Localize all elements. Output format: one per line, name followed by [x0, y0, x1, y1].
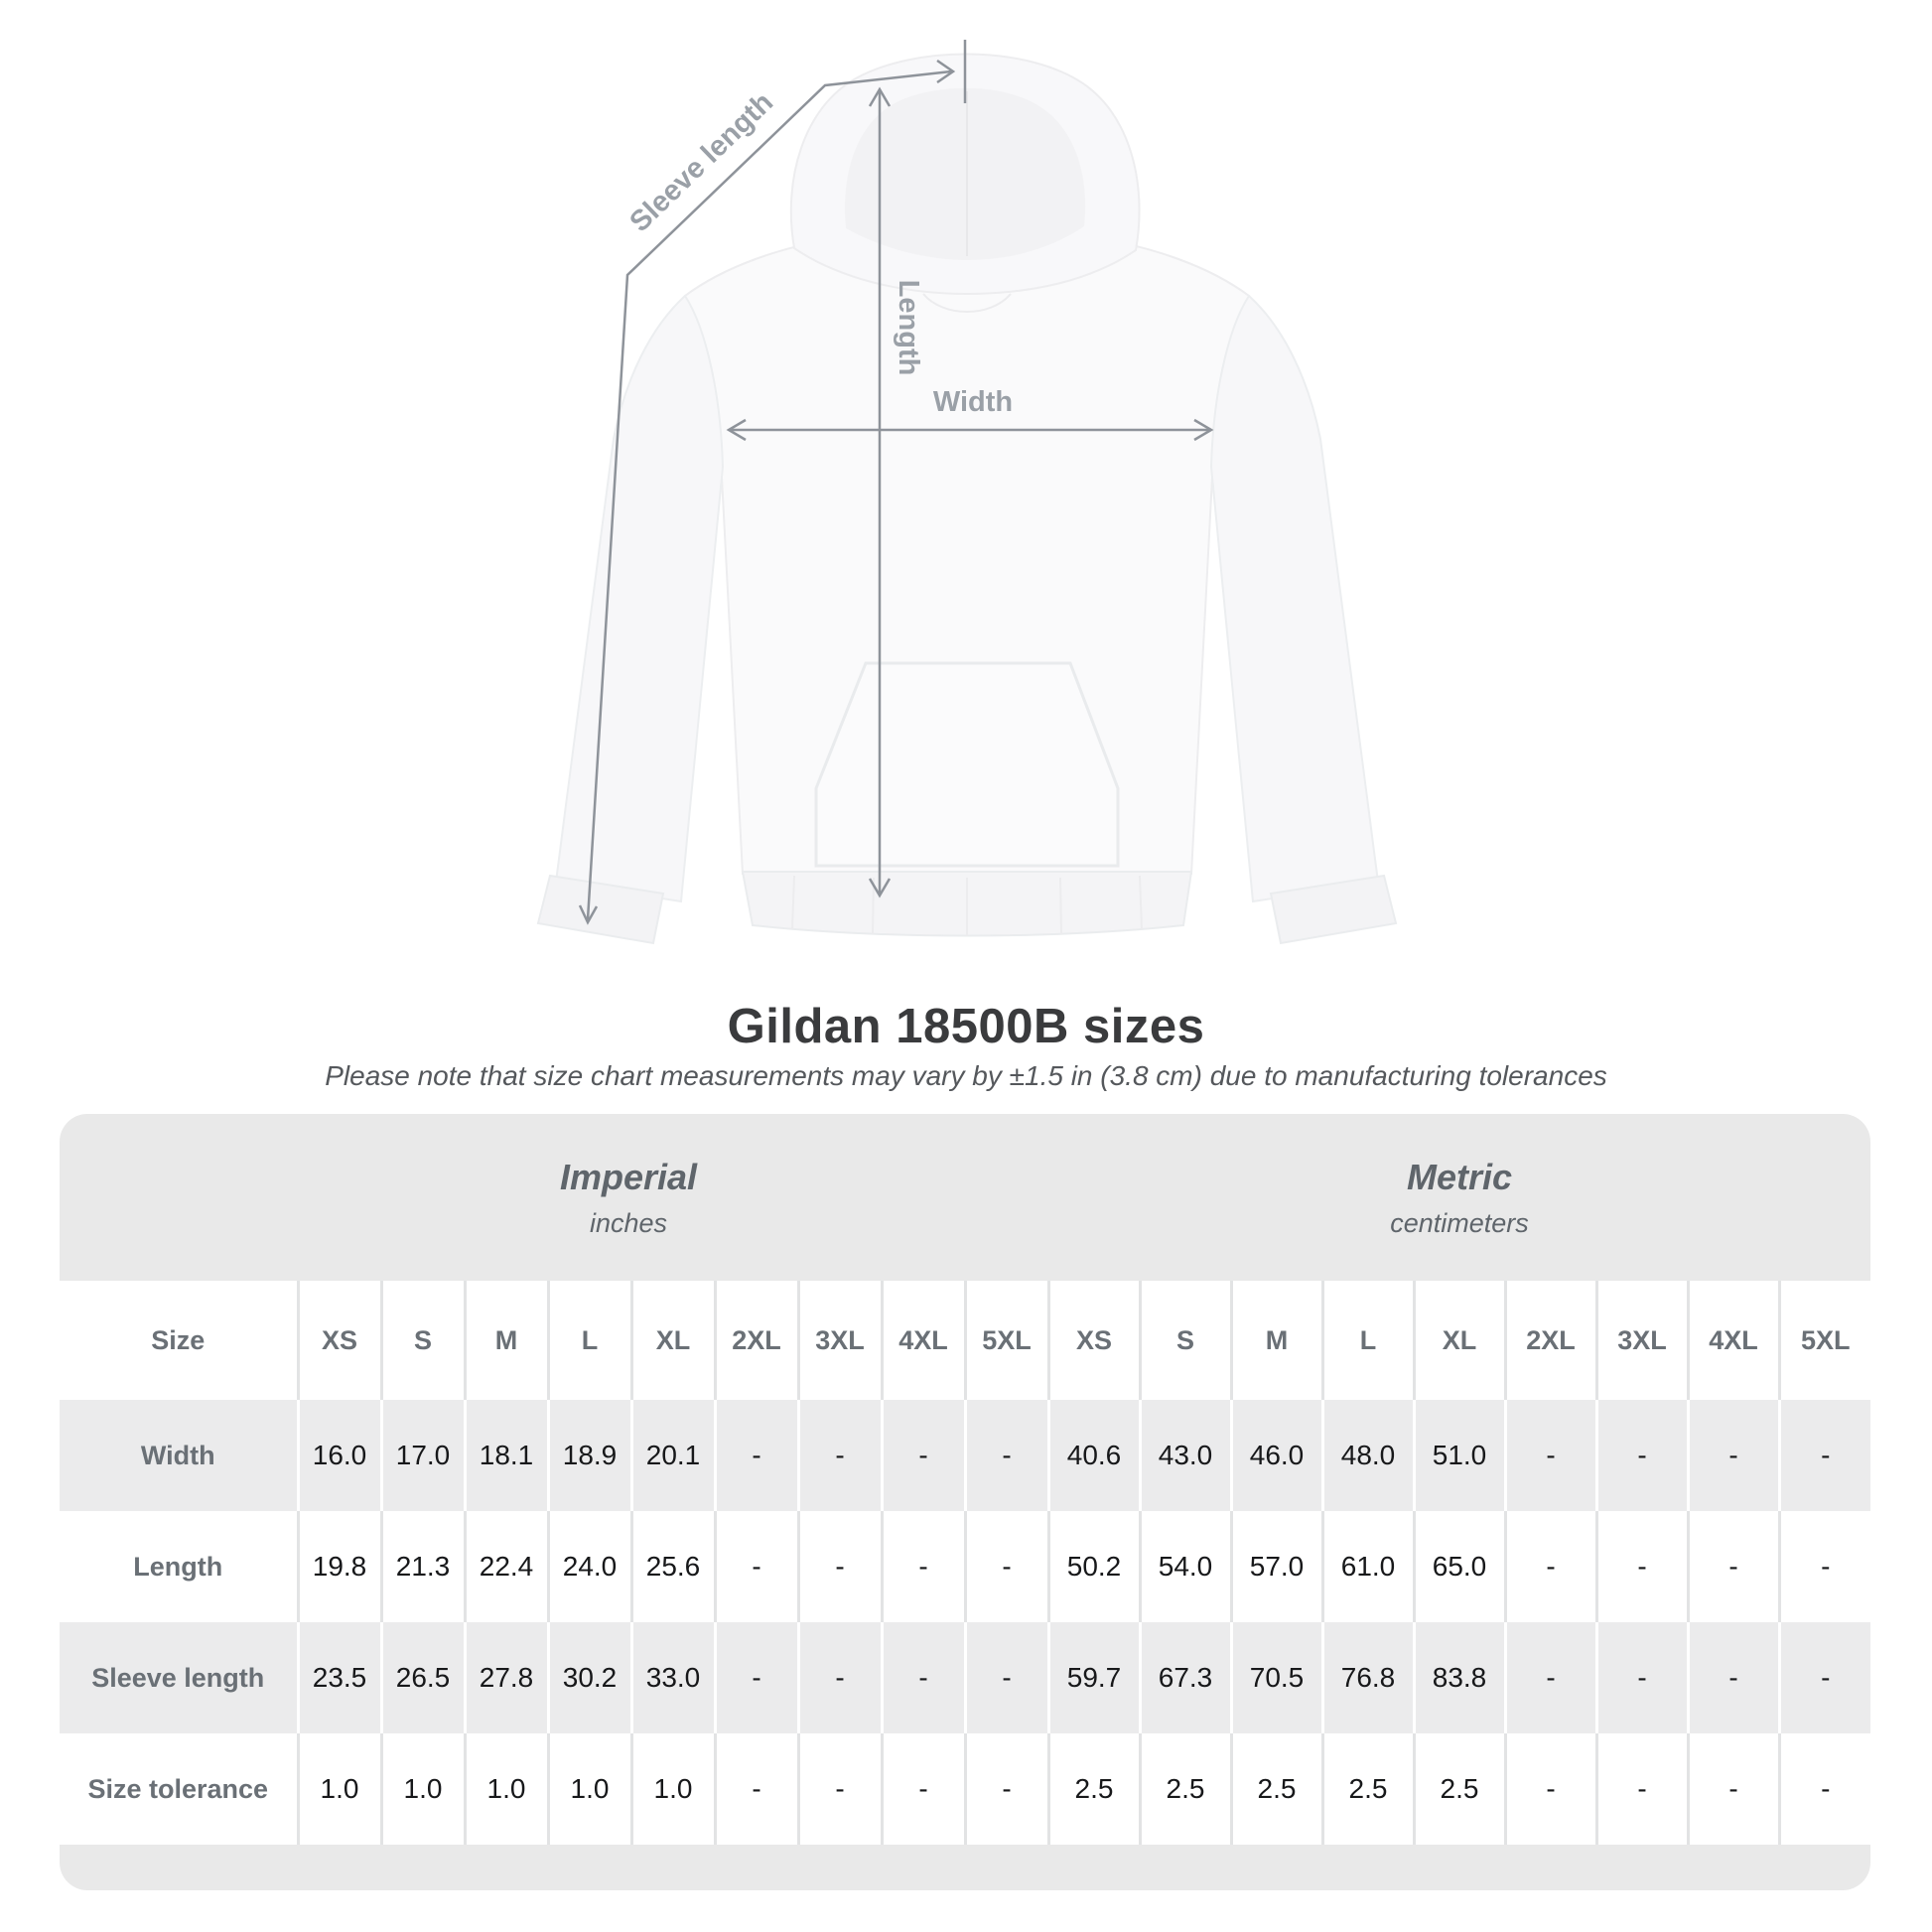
length-label: Length — [893, 279, 924, 376]
measurement-cell: - — [798, 1733, 882, 1845]
measurement-cell: 18.1 — [465, 1400, 548, 1511]
measurement-cell: 1.0 — [631, 1733, 715, 1845]
table-row — [60, 1733, 1870, 1845]
measurement-cell: 2.5 — [1048, 1733, 1140, 1845]
imperial-label: Imperial — [559, 1156, 698, 1197]
measurement-cell: - — [882, 1622, 965, 1733]
size-column-header: 3XL — [1596, 1281, 1688, 1400]
measurement-cell: 67.3 — [1140, 1622, 1231, 1733]
size-header-cell: Size — [60, 1281, 298, 1400]
measurement-cell: - — [882, 1733, 965, 1845]
measurement-cell: 20.1 — [631, 1400, 715, 1511]
measurement-cell: 21.3 — [381, 1511, 465, 1622]
metric-unit-label: centimeters — [1390, 1207, 1529, 1238]
hoodie-pocket — [816, 663, 1118, 866]
metric-band — [1048, 1114, 1870, 1281]
measurement-cell: 59.7 — [1048, 1622, 1140, 1733]
page-subtitle: Please note that size chart measurements may vary by ±1.5 in (3.8 cm) due to manufacturing tolerances — [325, 1060, 1607, 1091]
measurement-cell: - — [715, 1400, 798, 1511]
measurement-cell: 65.0 — [1414, 1511, 1505, 1622]
hoodie-left-sleeve — [556, 296, 723, 901]
measurement-cell: - — [1596, 1400, 1688, 1511]
measurement-cell: 46.0 — [1231, 1400, 1322, 1511]
size-column-header: L — [1322, 1281, 1414, 1400]
size-column-header: 4XL — [882, 1281, 965, 1400]
size-column-header: S — [381, 1281, 465, 1400]
measurement-cell: 17.0 — [381, 1400, 465, 1511]
measurement-cell: - — [715, 1622, 798, 1733]
table-footer-strip — [60, 1845, 1870, 1890]
size-column-header: M — [465, 1281, 548, 1400]
measurement-cell: 27.8 — [465, 1622, 548, 1733]
size-table — [60, 1281, 1870, 1845]
measurement-cell: 43.0 — [1140, 1400, 1231, 1511]
imperial-band — [60, 1114, 1048, 1281]
size-column-header: 3XL — [798, 1281, 882, 1400]
measurement-cell: - — [882, 1511, 965, 1622]
measurement-cell: - — [1688, 1622, 1779, 1733]
measurement-cell: 40.6 — [1048, 1400, 1140, 1511]
measurement-cell: 83.8 — [1414, 1622, 1505, 1733]
metric-label: Metric — [1406, 1156, 1513, 1197]
size-column-header: XS — [1048, 1281, 1140, 1400]
size-column-header: XS — [298, 1281, 381, 1400]
size-table-card — [60, 1114, 1870, 1890]
measurement-cell: 50.2 — [1048, 1511, 1140, 1622]
measurement-cell: 26.5 — [381, 1622, 465, 1733]
size-column-header: 5XL — [1779, 1281, 1870, 1400]
measurement-cell: - — [798, 1622, 882, 1733]
size-column-header: 2XL — [715, 1281, 798, 1400]
measurement-cell: - — [965, 1622, 1048, 1733]
size-column-header: XL — [631, 1281, 715, 1400]
measurement-cell: 48.0 — [1322, 1400, 1414, 1511]
measurement-cell: 1.0 — [381, 1733, 465, 1845]
measurement-cell: 2.5 — [1140, 1733, 1231, 1845]
measurement-cell: 25.6 — [631, 1511, 715, 1622]
row-label: Width — [60, 1400, 298, 1511]
measurement-cell: 61.0 — [1322, 1511, 1414, 1622]
measurement-cell: - — [715, 1511, 798, 1622]
measurement-cell: 18.9 — [548, 1400, 631, 1511]
measurement-cell: - — [1779, 1622, 1870, 1733]
hoodie-right-sleeve — [1211, 296, 1378, 901]
measurement-cell: 1.0 — [465, 1733, 548, 1845]
measurement-cell: 54.0 — [1140, 1511, 1231, 1622]
measurement-cell: - — [798, 1511, 882, 1622]
table-row — [60, 1622, 1870, 1733]
measurement-cell: 1.0 — [298, 1733, 381, 1845]
measurement-cell: - — [965, 1511, 1048, 1622]
measurement-cell: - — [1688, 1733, 1779, 1845]
row-label: Sleeve length — [60, 1622, 298, 1733]
measurement-cell: 30.2 — [548, 1622, 631, 1733]
measurement-cell: - — [1688, 1400, 1779, 1511]
measurement-cell: - — [1779, 1733, 1870, 1845]
measurement-cell: 51.0 — [1414, 1400, 1505, 1511]
measurement-cell: - — [1779, 1400, 1870, 1511]
measurement-cell: - — [715, 1733, 798, 1845]
measurement-cell: - — [1596, 1622, 1688, 1733]
measurement-cell: 16.0 — [298, 1400, 381, 1511]
imperial-unit-label: inches — [589, 1207, 668, 1238]
row-label: Length — [60, 1511, 298, 1622]
measurement-cell: - — [965, 1733, 1048, 1845]
measurement-cell: 76.8 — [1322, 1622, 1414, 1733]
measurement-cell: 23.5 — [298, 1622, 381, 1733]
measurement-cell: - — [1779, 1511, 1870, 1622]
measurement-cell: - — [798, 1400, 882, 1511]
measurement-cell: 19.8 — [298, 1511, 381, 1622]
measurement-cell: - — [882, 1400, 965, 1511]
measurement-cell: 57.0 — [1231, 1511, 1322, 1622]
size-column-header: XL — [1414, 1281, 1505, 1400]
measurement-cell: 2.5 — [1414, 1733, 1505, 1845]
width-label: Width — [932, 386, 1014, 418]
measurement-cell: - — [1505, 1733, 1596, 1845]
size-column-header: M — [1231, 1281, 1322, 1400]
size-column-header: S — [1140, 1281, 1231, 1400]
size-header-row — [60, 1281, 1870, 1400]
measurement-cell: - — [965, 1400, 1048, 1511]
sleeve-length-label: Sleeve length — [623, 86, 780, 238]
measurement-cell: - — [1505, 1400, 1596, 1511]
measurement-cell: 1.0 — [548, 1733, 631, 1845]
hood-opening — [845, 88, 1085, 260]
table-row — [60, 1511, 1870, 1622]
measurement-cell: 2.5 — [1231, 1733, 1322, 1845]
measurement-cell: - — [1505, 1511, 1596, 1622]
page-title: Gildan 18500B sizes — [727, 1000, 1205, 1053]
measurement-cell: - — [1505, 1622, 1596, 1733]
measurement-cell: 2.5 — [1322, 1733, 1414, 1845]
row-label: Size tolerance — [60, 1733, 298, 1845]
size-column-header: 4XL — [1688, 1281, 1779, 1400]
size-column-header: 2XL — [1505, 1281, 1596, 1400]
measurement-cell: - — [1596, 1733, 1688, 1845]
measurement-cell: 22.4 — [465, 1511, 548, 1622]
unit-band — [60, 1114, 1870, 1281]
size-column-header: 5XL — [965, 1281, 1048, 1400]
measurement-cell: - — [1688, 1511, 1779, 1622]
measurement-cell: 70.5 — [1231, 1622, 1322, 1733]
size-column-header: L — [548, 1281, 631, 1400]
measurement-cell: 33.0 — [631, 1622, 715, 1733]
measurement-cell: 24.0 — [548, 1511, 631, 1622]
measurement-cell: - — [1596, 1511, 1688, 1622]
table-row — [60, 1400, 1870, 1511]
